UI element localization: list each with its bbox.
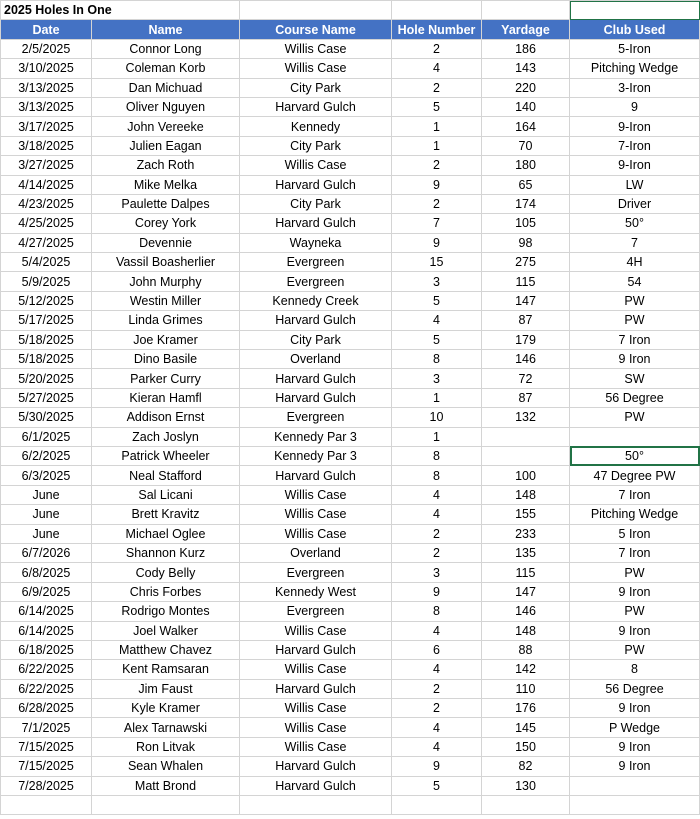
- course-cell[interactable]: City Park: [240, 136, 392, 155]
- yardage-cell[interactable]: 72: [482, 369, 570, 388]
- table-row: [1, 388, 700, 407]
- hole-cell[interactable]: 6: [392, 640, 482, 659]
- table-row: [1, 737, 700, 756]
- table-row: [1, 505, 700, 524]
- club-cell[interactable]: PW: [570, 291, 700, 310]
- course-cell[interactable]: Willis Case: [240, 505, 392, 524]
- table-row: [1, 117, 700, 136]
- course-cell[interactable]: Evergreen: [240, 272, 392, 291]
- hole-cell[interactable]: 1: [392, 388, 482, 407]
- club-cell[interactable]: 8: [570, 660, 700, 679]
- name-cell[interactable]: Julien Eagan: [92, 136, 240, 155]
- hole-cell[interactable]: 4: [392, 718, 482, 737]
- yardage-cell[interactable]: 233: [482, 524, 570, 543]
- course-cell[interactable]: Wayneka: [240, 233, 392, 252]
- name-cell[interactable]: Dino Basile: [92, 350, 240, 369]
- table-row: [1, 194, 700, 213]
- hole-cell[interactable]: 4: [392, 59, 482, 78]
- yardage-cell[interactable]: 132: [482, 408, 570, 427]
- date-cell[interactable]: 4/23/2025: [1, 194, 92, 213]
- name-cell[interactable]: Connor Long: [92, 39, 240, 58]
- course-cell[interactable]: Willis Case: [240, 660, 392, 679]
- date-cell[interactable]: 6/2/2025: [1, 446, 92, 465]
- course-cell[interactable]: Harvard Gulch: [240, 776, 392, 795]
- table-row: [1, 602, 700, 621]
- course-cell[interactable]: Harvard Gulch: [240, 388, 392, 407]
- yardage-cell[interactable]: 150: [482, 737, 570, 756]
- course-cell[interactable]: Kennedy West: [240, 582, 392, 601]
- club-cell[interactable]: 9 Iron: [570, 621, 700, 640]
- yardage-cell[interactable]: [482, 427, 570, 446]
- course-cell[interactable]: Willis Case: [240, 39, 392, 58]
- club-cell[interactable]: 54: [570, 272, 700, 291]
- hole-cell[interactable]: 2: [392, 156, 482, 175]
- course-cell[interactable]: Willis Case: [240, 737, 392, 756]
- yardage-cell[interactable]: 98: [482, 233, 570, 252]
- table-row: [1, 39, 700, 58]
- date-cell[interactable]: 4/27/2025: [1, 233, 92, 252]
- course-cell[interactable]: Willis Case: [240, 621, 392, 640]
- name-cell[interactable]: Parker Curry: [92, 369, 240, 388]
- yardage-cell[interactable]: 115: [482, 272, 570, 291]
- club-cell[interactable]: P Wedge: [570, 718, 700, 737]
- name-cell[interactable]: Joel Walker: [92, 621, 240, 640]
- table-row: [1, 311, 700, 330]
- yardage-cell[interactable]: 87: [482, 311, 570, 330]
- yardage-cell[interactable]: 130: [482, 776, 570, 795]
- table-row: [1, 660, 700, 679]
- name-cell[interactable]: Kent Ramsaran: [92, 660, 240, 679]
- course-cell[interactable]: Overland: [240, 543, 392, 562]
- yardage-cell[interactable]: 164: [482, 117, 570, 136]
- date-cell[interactable]: 4/14/2025: [1, 175, 92, 194]
- hole-cell[interactable]: 15: [392, 253, 482, 272]
- club-cell[interactable]: PW: [570, 640, 700, 659]
- yardage-cell[interactable]: 140: [482, 97, 570, 116]
- name-cell[interactable]: Patrick Wheeler: [92, 446, 240, 465]
- date-cell[interactable]: 3/18/2025: [1, 136, 92, 155]
- name-cell[interactable]: Neal Stafford: [92, 466, 240, 485]
- table-row: [1, 563, 700, 582]
- course-cell[interactable]: Kennedy Par 3: [240, 427, 392, 446]
- name-cell[interactable]: Oliver Nguyen: [92, 97, 240, 116]
- date-cell[interactable]: 7/15/2025: [1, 757, 92, 776]
- name-cell[interactable]: Devennie: [92, 233, 240, 252]
- table-row: [1, 408, 700, 427]
- table-row: [1, 97, 700, 116]
- club-cell[interactable]: 56 Degree: [570, 388, 700, 407]
- club-cell[interactable]: 9 Iron: [570, 699, 700, 718]
- hole-cell[interactable]: 4: [392, 660, 482, 679]
- header-yardage[interactable]: Yardage: [482, 20, 570, 39]
- course-cell[interactable]: City Park: [240, 78, 392, 97]
- yardage-cell[interactable]: 147: [482, 582, 570, 601]
- hole-cell[interactable]: 8: [392, 602, 482, 621]
- hole-cell[interactable]: 5: [392, 291, 482, 310]
- name-cell[interactable]: Matthew Chavez: [92, 640, 240, 659]
- date-cell[interactable]: 5/20/2025: [1, 369, 92, 388]
- table-row: [1, 156, 700, 175]
- course-cell[interactable]: Kennedy Creek: [240, 291, 392, 310]
- name-cell[interactable]: Linda Grimes: [92, 311, 240, 330]
- date-cell[interactable]: 2/5/2025: [1, 39, 92, 58]
- table-row: [1, 214, 700, 233]
- date-cell[interactable]: 7/28/2025: [1, 776, 92, 795]
- date-cell[interactable]: 3/13/2025: [1, 78, 92, 97]
- yardage-cell[interactable]: 82: [482, 757, 570, 776]
- yardage-cell[interactable]: 275: [482, 253, 570, 272]
- name-cell[interactable]: Matt Brond: [92, 776, 240, 795]
- date-cell[interactable]: 3/13/2025: [1, 97, 92, 116]
- table-row: [1, 253, 700, 272]
- club-cell[interactable]: 5-Iron: [570, 39, 700, 58]
- hole-cell[interactable]: 9: [392, 757, 482, 776]
- name-cell[interactable]: Corey York: [92, 214, 240, 233]
- date-cell[interactable]: 6/14/2025: [1, 621, 92, 640]
- date-cell[interactable]: June: [1, 505, 92, 524]
- date-cell[interactable]: 5/9/2025: [1, 272, 92, 291]
- course-cell[interactable]: Willis Case: [240, 699, 392, 718]
- yardage-cell[interactable]: 88: [482, 640, 570, 659]
- club-cell[interactable]: PW: [570, 563, 700, 582]
- table-row: [1, 485, 700, 504]
- club-cell[interactable]: 9 Iron: [570, 737, 700, 756]
- hole-cell[interactable]: 2: [392, 39, 482, 58]
- table-row: [1, 233, 700, 252]
- club-cell[interactable]: 50°: [570, 214, 700, 233]
- name-cell[interactable]: Ron Litvak: [92, 737, 240, 756]
- empty-cell[interactable]: [240, 1, 392, 20]
- name-cell[interactable]: Jim Faust: [92, 679, 240, 698]
- club-cell[interactable]: 4H: [570, 253, 700, 272]
- yardage-cell[interactable]: 180: [482, 156, 570, 175]
- course-cell[interactable]: Evergreen: [240, 253, 392, 272]
- hole-cell[interactable]: 5: [392, 330, 482, 349]
- course-cell[interactable]: Harvard Gulch: [240, 466, 392, 485]
- yardage-cell[interactable]: 142: [482, 660, 570, 679]
- hole-cell[interactable]: 8: [392, 350, 482, 369]
- yardage-cell[interactable]: 135: [482, 543, 570, 562]
- course-cell[interactable]: Harvard Gulch: [240, 175, 392, 194]
- name-cell[interactable]: Zach Roth: [92, 156, 240, 175]
- club-cell[interactable]: Pitching Wedge: [570, 59, 700, 78]
- course-cell[interactable]: Willis Case: [240, 485, 392, 504]
- club-cell[interactable]: PW: [570, 311, 700, 330]
- club-cell[interactable]: 9 Iron: [570, 350, 700, 369]
- date-cell[interactable]: 4/25/2025: [1, 214, 92, 233]
- table-row: [1, 621, 700, 640]
- yardage-cell[interactable]: 186: [482, 39, 570, 58]
- date-cell[interactable]: 5/18/2025: [1, 330, 92, 349]
- course-cell[interactable]: Harvard Gulch: [240, 369, 392, 388]
- club-cell[interactable]: 7 Iron: [570, 543, 700, 562]
- yardage-cell[interactable]: 220: [482, 78, 570, 97]
- yardage-cell[interactable]: 155: [482, 505, 570, 524]
- course-cell[interactable]: Harvard Gulch: [240, 214, 392, 233]
- hole-cell[interactable]: 1: [392, 136, 482, 155]
- table-row: [1, 350, 700, 369]
- empty-cell[interactable]: [392, 1, 482, 20]
- date-cell[interactable]: 5/4/2025: [1, 253, 92, 272]
- empty-cell[interactable]: [570, 1, 700, 20]
- date-cell[interactable]: 5/27/2025: [1, 388, 92, 407]
- table-row: [1, 699, 700, 718]
- name-cell[interactable]: John Murphy: [92, 272, 240, 291]
- header-course-name[interactable]: Course Name: [240, 20, 392, 39]
- club-cell[interactable]: 7-Iron: [570, 136, 700, 155]
- table-row: [1, 679, 700, 698]
- table-row: [1, 330, 700, 349]
- hole-cell[interactable]: 4: [392, 311, 482, 330]
- name-cell[interactable]: Shannon Kurz: [92, 543, 240, 562]
- name-cell[interactable]: Alex Tarnawski: [92, 718, 240, 737]
- hole-cell[interactable]: 4: [392, 505, 482, 524]
- name-cell[interactable]: John Vereeke: [92, 117, 240, 136]
- club-cell[interactable]: 3-Iron: [570, 78, 700, 97]
- hole-cell[interactable]: 2: [392, 543, 482, 562]
- yardage-cell[interactable]: 70: [482, 136, 570, 155]
- yardage-cell[interactable]: [482, 446, 570, 465]
- club-cell[interactable]: 9: [570, 97, 700, 116]
- empty-cell[interactable]: [392, 796, 482, 815]
- date-cell[interactable]: 6/9/2025: [1, 582, 92, 601]
- yardage-cell[interactable]: 100: [482, 466, 570, 485]
- club-cell[interactable]: 9-Iron: [570, 117, 700, 136]
- club-cell[interactable]: 9 Iron: [570, 582, 700, 601]
- hole-cell[interactable]: 2: [392, 78, 482, 97]
- course-cell[interactable]: Willis Case: [240, 156, 392, 175]
- hole-cell[interactable]: 9: [392, 175, 482, 194]
- yardage-cell[interactable]: 65: [482, 175, 570, 194]
- table-row: [1, 582, 700, 601]
- date-cell[interactable]: 5/17/2025: [1, 311, 92, 330]
- name-cell[interactable]: Kyle Kramer: [92, 699, 240, 718]
- table-row: [1, 78, 700, 97]
- name-cell[interactable]: Sal Licani: [92, 485, 240, 504]
- yardage-cell[interactable]: 147: [482, 291, 570, 310]
- empty-cell[interactable]: [482, 1, 570, 20]
- date-cell[interactable]: 3/10/2025: [1, 59, 92, 78]
- header-name[interactable]: Name: [92, 20, 240, 39]
- date-cell[interactable]: June: [1, 524, 92, 543]
- course-cell[interactable]: Willis Case: [240, 718, 392, 737]
- table-row: [1, 466, 700, 485]
- table-row: [1, 369, 700, 388]
- table-row: [1, 757, 700, 776]
- hole-cell[interactable]: 4: [392, 621, 482, 640]
- yardage-cell[interactable]: 146: [482, 602, 570, 621]
- date-cell[interactable]: 7/15/2025: [1, 737, 92, 756]
- date-cell[interactable]: 6/7/2026: [1, 543, 92, 562]
- table-row: [1, 446, 700, 465]
- course-cell[interactable]: Harvard Gulch: [240, 757, 392, 776]
- date-cell[interactable]: 6/14/2025: [1, 602, 92, 621]
- club-cell[interactable]: Driver: [570, 194, 700, 213]
- table-row: [1, 59, 700, 78]
- name-cell[interactable]: Vassil Boasherlier: [92, 253, 240, 272]
- name-cell[interactable]: Cody Belly: [92, 563, 240, 582]
- header-date[interactable]: Date: [1, 20, 92, 39]
- course-cell[interactable]: Kennedy: [240, 117, 392, 136]
- date-cell[interactable]: 5/12/2025: [1, 291, 92, 310]
- course-cell[interactable]: Harvard Gulch: [240, 97, 392, 116]
- hole-cell[interactable]: 8: [392, 466, 482, 485]
- yardage-cell[interactable]: 87: [482, 388, 570, 407]
- name-cell[interactable]: Michael Oglee: [92, 524, 240, 543]
- date-cell[interactable]: 7/1/2025: [1, 718, 92, 737]
- date-cell[interactable]: 5/18/2025: [1, 350, 92, 369]
- yardage-cell[interactable]: 174: [482, 194, 570, 213]
- hole-cell[interactable]: 1: [392, 117, 482, 136]
- date-cell[interactable]: June: [1, 485, 92, 504]
- name-cell[interactable]: Joe Kramer: [92, 330, 240, 349]
- table-row: [1, 175, 700, 194]
- club-cell[interactable]: 47 Degree PW: [570, 466, 700, 485]
- name-cell[interactable]: Mike Melka: [92, 175, 240, 194]
- table-row: [1, 291, 700, 310]
- table-row: [1, 524, 700, 543]
- date-cell[interactable]: 6/8/2025: [1, 563, 92, 582]
- club-cell[interactable]: 9-Iron: [570, 156, 700, 175]
- empty-cell[interactable]: [1, 796, 92, 815]
- empty-row: [1, 796, 700, 815]
- hole-cell[interactable]: 2: [392, 679, 482, 698]
- course-cell[interactable]: Willis Case: [240, 524, 392, 543]
- yardage-cell[interactable]: 110: [482, 679, 570, 698]
- yardage-cell[interactable]: 176: [482, 699, 570, 718]
- date-cell[interactable]: 5/30/2025: [1, 408, 92, 427]
- hole-cell[interactable]: 2: [392, 194, 482, 213]
- yardage-cell[interactable]: 143: [482, 59, 570, 78]
- table-row: [1, 543, 700, 562]
- club-cell[interactable]: 7 Iron: [570, 485, 700, 504]
- course-cell[interactable]: Willis Case: [240, 59, 392, 78]
- yardage-cell[interactable]: 146: [482, 350, 570, 369]
- empty-cell[interactable]: [240, 796, 392, 815]
- club-cell[interactable]: Pitching Wedge: [570, 505, 700, 524]
- course-cell[interactable]: Harvard Gulch: [240, 640, 392, 659]
- date-cell[interactable]: 6/22/2025: [1, 679, 92, 698]
- yardage-cell[interactable]: 145: [482, 718, 570, 737]
- course-cell[interactable]: Evergreen: [240, 563, 392, 582]
- table-row: [1, 272, 700, 291]
- table-row: [1, 718, 700, 737]
- date-cell[interactable]: 3/27/2025: [1, 156, 92, 175]
- name-cell[interactable]: Westin Miller: [92, 291, 240, 310]
- name-cell[interactable]: Brett Kravitz: [92, 505, 240, 524]
- empty-cell[interactable]: [570, 796, 700, 815]
- name-cell[interactable]: Sean Whalen: [92, 757, 240, 776]
- yardage-cell[interactable]: 148: [482, 621, 570, 640]
- name-cell[interactable]: Rodrigo Montes: [92, 602, 240, 621]
- date-cell[interactable]: 6/22/2025: [1, 660, 92, 679]
- hole-cell[interactable]: 4: [392, 485, 482, 504]
- club-cell[interactable]: [570, 427, 700, 446]
- course-cell[interactable]: Overland: [240, 350, 392, 369]
- table-row: [1, 427, 700, 446]
- club-cell[interactable]: 7: [570, 233, 700, 252]
- hole-cell[interactable]: 1: [392, 427, 482, 446]
- hole-cell[interactable]: 9: [392, 233, 482, 252]
- yardage-cell[interactable]: 148: [482, 485, 570, 504]
- hole-cell[interactable]: 4: [392, 737, 482, 756]
- club-cell[interactable]: 56 Degree: [570, 679, 700, 698]
- table-row: [1, 776, 700, 795]
- hole-cell[interactable]: 2: [392, 524, 482, 543]
- hole-cell[interactable]: 5: [392, 97, 482, 116]
- date-cell[interactable]: 6/18/2025: [1, 640, 92, 659]
- name-cell[interactable]: Zach Joslyn: [92, 427, 240, 446]
- date-cell[interactable]: 6/3/2025: [1, 466, 92, 485]
- date-cell[interactable]: 6/1/2025: [1, 427, 92, 446]
- club-cell[interactable]: PW: [570, 602, 700, 621]
- hole-cell[interactable]: 9: [392, 582, 482, 601]
- course-cell[interactable]: Harvard Gulch: [240, 311, 392, 330]
- name-cell[interactable]: Addison Ernst: [92, 408, 240, 427]
- club-cell[interactable]: PW: [570, 408, 700, 427]
- name-cell[interactable]: Paulette Dalpes: [92, 194, 240, 213]
- header-club-used[interactable]: Club Used: [570, 20, 700, 39]
- course-cell[interactable]: Evergreen: [240, 602, 392, 621]
- date-cell[interactable]: 6/28/2025: [1, 699, 92, 718]
- course-cell[interactable]: Harvard Gulch: [240, 679, 392, 698]
- table-row: [1, 136, 700, 155]
- hole-cell[interactable]: 2: [392, 699, 482, 718]
- hole-cell[interactable]: 3: [392, 563, 482, 582]
- date-cell[interactable]: 3/17/2025: [1, 117, 92, 136]
- course-cell[interactable]: Kennedy Par 3: [240, 446, 392, 465]
- header-row: [1, 20, 700, 39]
- club-cell[interactable]: LW: [570, 175, 700, 194]
- name-cell[interactable]: Dan Michuad: [92, 78, 240, 97]
- club-cell[interactable]: 50°: [570, 446, 700, 465]
- hole-cell[interactable]: 3: [392, 272, 482, 291]
- hole-cell[interactable]: 5: [392, 776, 482, 795]
- club-cell[interactable]: 7 Iron: [570, 330, 700, 349]
- yardage-cell[interactable]: 105: [482, 214, 570, 233]
- hole-cell[interactable]: 10: [392, 408, 482, 427]
- table-row: [1, 640, 700, 659]
- yardage-cell[interactable]: 179: [482, 330, 570, 349]
- name-cell[interactable]: Coleman Korb: [92, 59, 240, 78]
- club-cell[interactable]: SW: [570, 369, 700, 388]
- sheet-title[interactable]: 2025 Holes In One: [1, 1, 240, 20]
- club-cell[interactable]: [570, 776, 700, 795]
- empty-cell[interactable]: [482, 796, 570, 815]
- hole-cell[interactable]: 7: [392, 214, 482, 233]
- club-cell[interactable]: 9 Iron: [570, 757, 700, 776]
- hole-cell[interactable]: 3: [392, 369, 482, 388]
- title-row: [1, 1, 700, 20]
- yardage-cell[interactable]: 115: [482, 563, 570, 582]
- club-cell[interactable]: 5 Iron: [570, 524, 700, 543]
- course-cell[interactable]: City Park: [240, 194, 392, 213]
- name-cell[interactable]: Kieran Hamfl: [92, 388, 240, 407]
- hole-cell[interactable]: 8: [392, 446, 482, 465]
- name-cell[interactable]: Chris Forbes: [92, 582, 240, 601]
- header-hole-number[interactable]: Hole Number: [392, 20, 482, 39]
- course-cell[interactable]: Evergreen: [240, 408, 392, 427]
- empty-cell[interactable]: [92, 796, 240, 815]
- course-cell[interactable]: City Park: [240, 330, 392, 349]
